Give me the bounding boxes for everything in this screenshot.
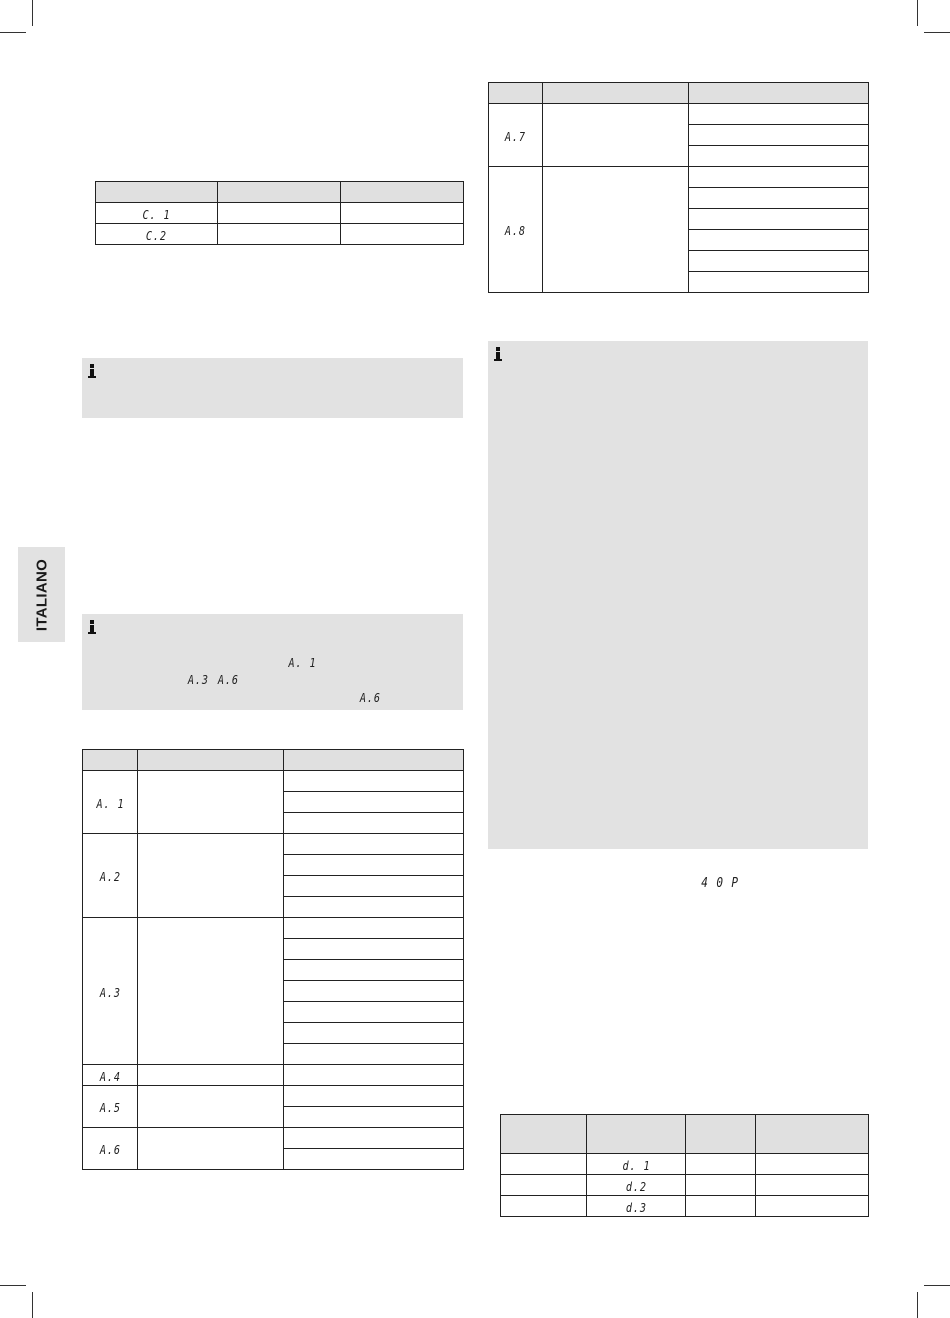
info-icon [88, 620, 96, 635]
display-code: A.5 [99, 1101, 121, 1115]
display-code: d. 1 [622, 1158, 650, 1173]
table-header [96, 182, 464, 203]
display-code: d.2 [625, 1179, 647, 1194]
table-row [489, 104, 869, 125]
info-icon [494, 347, 502, 362]
display-code: A.2 [99, 870, 121, 884]
crop-mark [917, 0, 918, 26]
display-code: A.4 [99, 1069, 121, 1084]
table-d [500, 1114, 869, 1217]
crop-mark [924, 32, 950, 33]
table-a-left [82, 749, 464, 1170]
note-box [82, 358, 463, 418]
table-row [83, 1128, 464, 1149]
crop-mark [924, 1285, 950, 1286]
table-header [501, 1115, 869, 1154]
note-box [488, 341, 868, 849]
display-code: A.6 [359, 691, 381, 705]
table-header [83, 750, 464, 771]
table-row [83, 771, 464, 792]
table-row [96, 203, 464, 224]
table-row [83, 1065, 464, 1086]
table-row [489, 167, 869, 188]
crop-mark [0, 1285, 26, 1286]
display-code: A.3 [187, 673, 209, 687]
display-code: C.2 [146, 228, 167, 243]
info-icon [88, 364, 96, 379]
crop-mark [32, 0, 33, 26]
note-box [82, 614, 463, 710]
crop-mark [32, 1292, 33, 1318]
table-a-right [488, 82, 869, 293]
table-row [83, 1086, 464, 1107]
language-tab-label: ITALIANO [33, 558, 50, 631]
display-code: C. 1 [142, 207, 171, 222]
table-row [501, 1175, 869, 1196]
table-row [83, 834, 464, 855]
display-code: A.7 [505, 129, 526, 144]
display-code: d.3 [625, 1200, 647, 1215]
display-code: A.6 [99, 1143, 121, 1157]
display-code: A.8 [505, 224, 526, 238]
language-tab [18, 547, 65, 642]
table-row [501, 1154, 869, 1175]
display-code: A. 1 [288, 656, 317, 670]
display-code: 4 0 P [701, 876, 739, 891]
table-row [501, 1196, 869, 1217]
crop-mark [917, 1292, 918, 1318]
display-code: A.6 [217, 673, 239, 687]
display-code: A. 1 [96, 796, 124, 811]
crop-mark [0, 32, 26, 33]
table-row [96, 224, 464, 245]
table-header [489, 83, 869, 104]
table-row [83, 918, 464, 939]
table-c [95, 181, 464, 245]
display-code: A.3 [99, 985, 121, 1000]
